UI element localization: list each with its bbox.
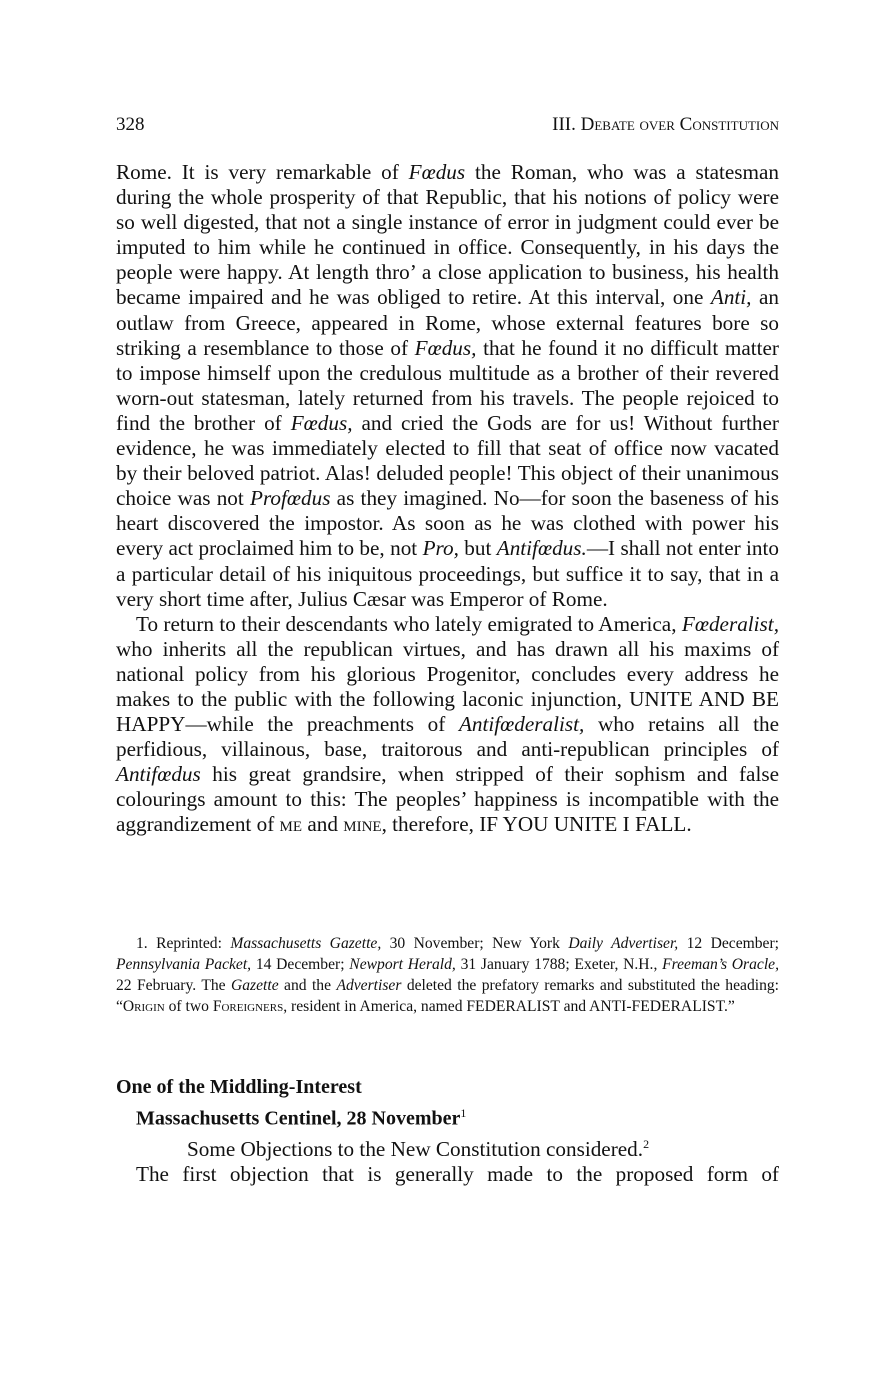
document-source: Massachusetts Centinel, 28 November$^1$ <box>136 1106 467 1130</box>
footnote: 1. Reprinted: Massachusetts Gazette, 30 November; New York Daily Advertiser, 12 December; Pennsylvania Packet, 14 December; Newport Herald, 31 January 1788; Exeter, N.H., Freeman’s Oracle, 22 February. The Gazette and the Advertiser deleted the prefatory remarks and substituted the heading: “Origin of two Foreigners, resident in America, named FEDERALIST and ANTI-FEDERALIST.” <box>116 935 779 1015</box>
footnotes <box>116 933 779 1017</box>
footnote-ref: 1 <box>460 1106 467 1120</box>
running-title: III. Debate over Constitution <box>552 114 779 135</box>
document-subtitle: Some Objections to the New Constitution considered.$^2$ <box>187 1137 650 1162</box>
running-head <box>116 114 779 136</box>
document-first-line: The first objection that is generally made to the proposed form of <box>136 1162 779 1186</box>
body-text <box>116 160 779 838</box>
document-heading <box>116 1074 779 1132</box>
document-author: One of the Middling-Interest <box>116 1076 362 1098</box>
body-paragraph: To return to their descendants who lately emigrated to America, Fœderalist, who inherits all the republican virtues, and has drawn all his maxims of national policy from his glorious Progenitor, concludes every address he makes to the public with the following laconic injunction, UNITE AND BE HAPPY—while the preachments of Antifœderalist, who retains all the perfidious, villainous, base, traitorous and anti-republican principles of Antifœdus his great grandsire, when stripped of their sophism and false colourings amount to this: The peoples’ happiness is incompatible with the aggrandizement of me and mine, therefore, IF YOU UNITE I FALL. <box>116 611 780 837</box>
page-number: 328 <box>116 114 145 135</box>
footnote-ref: 2 <box>643 1137 650 1151</box>
body-paragraph: Rome. It is very remarkable of Fœdus the Roman, who was a statesman during the whole prosperity of that Republic, that his notions of policy were so well digested, that not a single instance of error in judgment could ever be imputed to him while he continued in office. Consequently, in his days the people were happy. At length thro’ a close application to business, his health became impaired and he was obliged to retire. At this interval, one Anti, an outlaw from Greece, appeared in Rome, whose external features bore so striking a resemblance to those of Fœdus, that he found it no difficult matter to impose himself upon the credulous multitude as a brother of their revered worn-out statesman, lately returned from his travels. The people rejoiced to find the brother of Fœdus, and cried the Gods are for us! Without further evidence, he was immediately elected to fill that seat of office now vacated by their beloved patriot. Alas! deluded people! This object of their unanimous choice was not Profœdus as they imagined. No—for soon the baseness of his heart discovered the impostor. As soon as he was clothed with power his every act proclaimed him to be, not Pro, but Antifœdus.—I shall not enter into a particular detail of his iniquitous proceedings, but suffice it to say, that in a very short time after, Julius Cæsar was Emperor of Rome. <box>116 160 780 611</box>
